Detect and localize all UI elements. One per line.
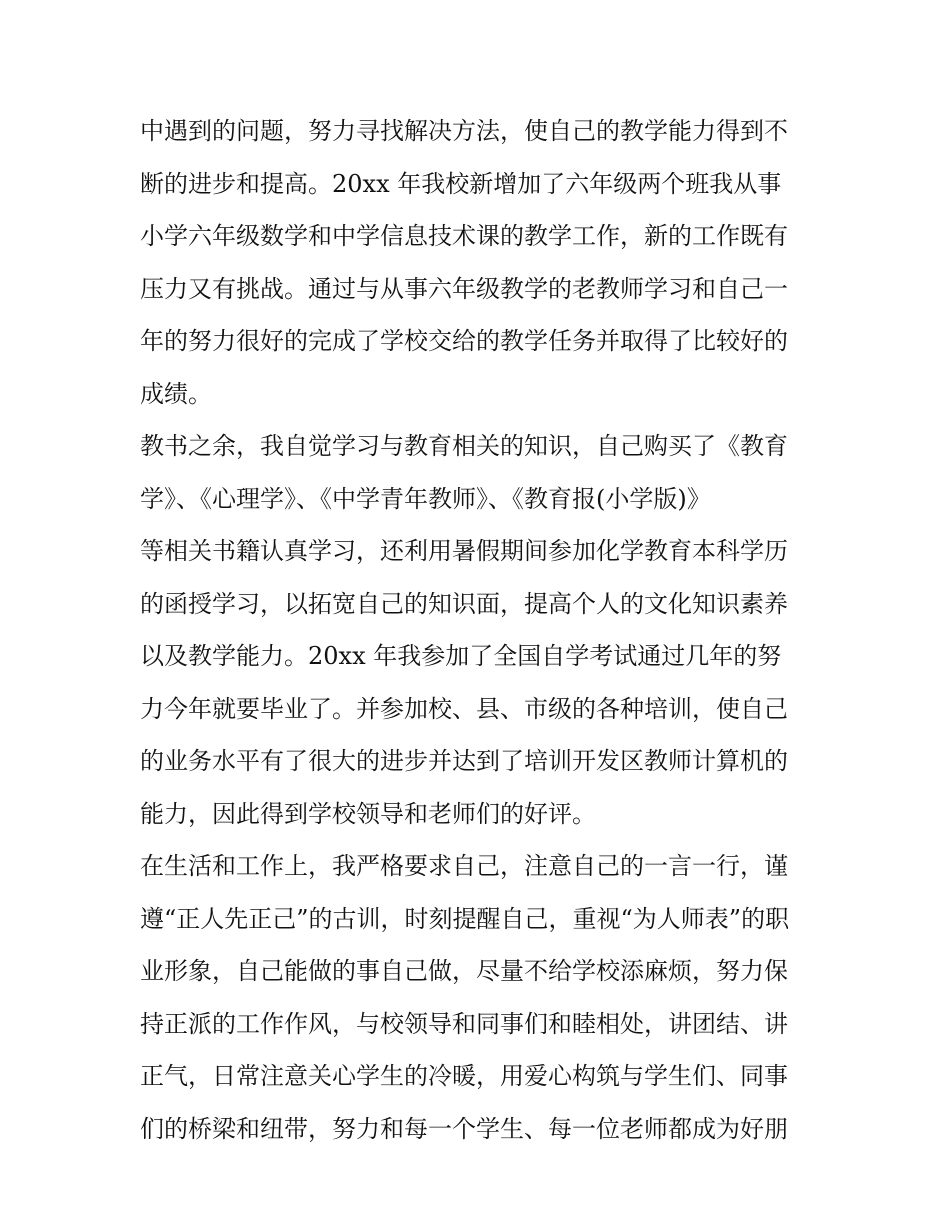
text-line: 持正派的工作作风，与校领导和同事们和睦相处，讲团结、讲 xyxy=(140,1009,788,1038)
text-line: 们的桥梁和纽带，努力和每一个学生、每一位老师都成为好朋 xyxy=(140,1114,788,1143)
text-line: 力今年就要毕业了。并参加校、县、市级的各种培训，使自己 xyxy=(140,694,788,723)
text-line: 教书之余，我自觉学习与教育相关的知识，自己购买了《教育 xyxy=(140,432,788,460)
text-line: 的业务水平有了很大的进步并达到了培训开发区教师计算机的 xyxy=(140,747,788,775)
text-line: 能力，因此得到学校领导和老师们的好评。 xyxy=(140,799,596,828)
text-line: 遵“正人先正己”的古训，时刻提醒自己，重视“为人师表”的职 xyxy=(140,904,790,933)
text-line: 业形象，自己能做的事自己做，尽量不给学校添麻烦，努力保 xyxy=(140,957,788,985)
text-line: 压力又有挑战。通过与从事六年级教学的老教师学习和自己一 xyxy=(140,274,788,303)
text-line: 以及教学能力。20xx 年我参加了全国自学考试通过几年的努 xyxy=(140,642,782,670)
text-line: 小学六年级数学和中学信息技术课的教学工作，新的工作既有 xyxy=(140,222,788,250)
text-line: 正气，日常注意关心学生的冷暖，用爱心构筑与学生们、同事 xyxy=(140,1062,788,1090)
text-line: 年的努力很好的完成了学校交给的教学任务并取得了比较好的 xyxy=(140,327,788,355)
document-body xyxy=(140,105,820,1155)
text-line: 中遇到的问题，努力寻找解决方法，使自己的教学能力得到不 xyxy=(140,117,788,145)
text-line: 成绩。 xyxy=(140,379,212,408)
text-line: 断的进步和提高。20xx 年我校新增加了六年级两个班我从事 xyxy=(140,169,782,198)
text-line: 学》、《心理学》、《中学青年教师》、《教育报(小学版)》 xyxy=(140,484,711,513)
text-line: 等相关书籍认真学习，还利用暑假期间参加化学教育本科学历 xyxy=(140,537,788,565)
text-line: 的函授学习，以拓宽自己的知识面，提高个人的文化知识素养 xyxy=(140,589,788,618)
text-line: 在生活和工作上，我严格要求自己，注意自己的一言一行，谨 xyxy=(140,852,788,880)
